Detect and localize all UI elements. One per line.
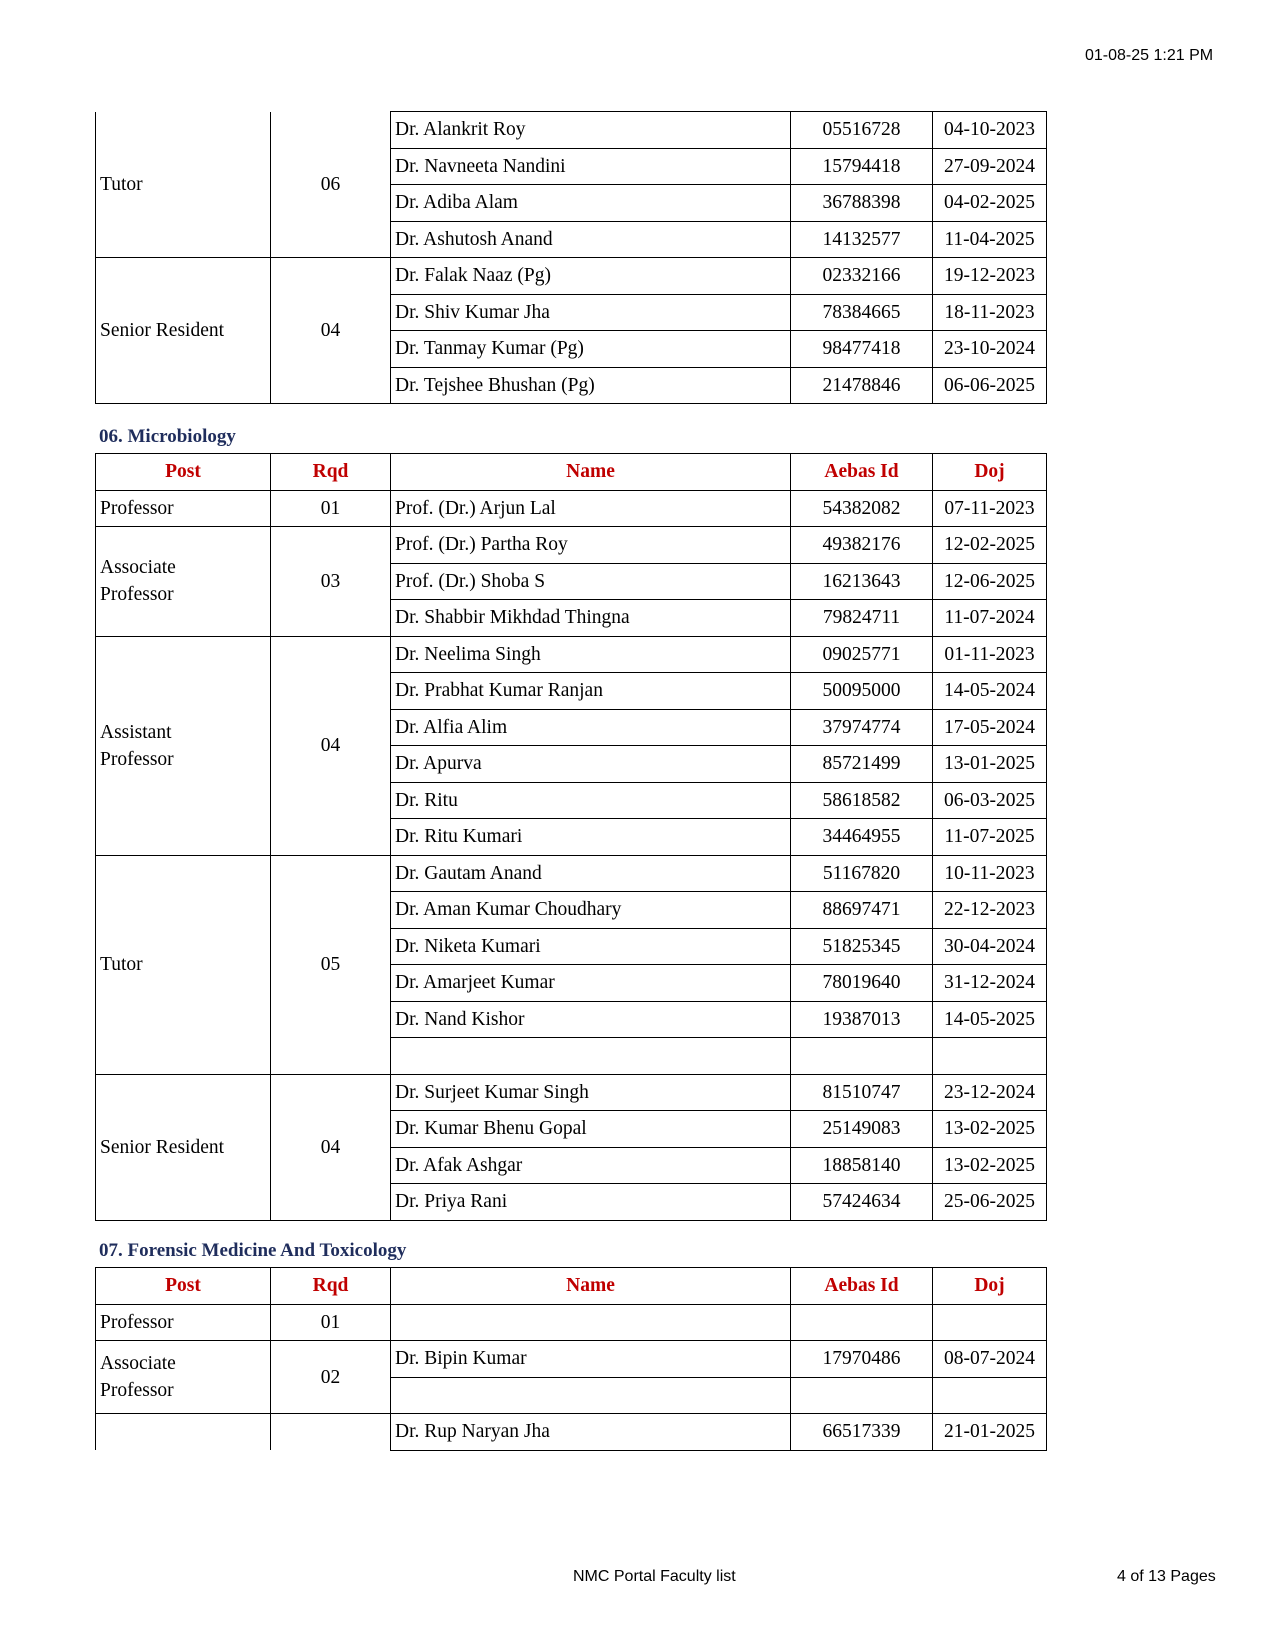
section-title-microbiology: 06. Microbiology [99, 426, 236, 447]
doj-cell: 30-04-2024 [933, 928, 1047, 965]
name-cell: Dr. Tejshee Bhushan (Pg) [391, 367, 791, 404]
aebas-id-cell: 66517339 [791, 1414, 933, 1451]
aebas-id-cell [791, 1038, 933, 1075]
post-cell: Associate Professor [96, 527, 271, 637]
faculty-table-continued [95, 111, 1047, 404]
table-row [96, 1304, 1047, 1341]
doj-cell: 19-12-2023 [933, 258, 1047, 295]
aebas-id-cell: 34464955 [791, 819, 933, 856]
aebas-id-cell: 14132577 [791, 221, 933, 258]
aebas-id-cell: 51825345 [791, 928, 933, 965]
doj-cell: 11-04-2025 [933, 221, 1047, 258]
name-cell: Dr. Adiba Alam [391, 185, 791, 222]
table-row [96, 1414, 1047, 1451]
section-title-forensic-medicine: 07. Forensic Medicine And Toxicology [99, 1240, 407, 1261]
name-cell: Dr. Falak Naaz (Pg) [391, 258, 791, 295]
doj-cell: 01-11-2023 [933, 636, 1047, 673]
doj-cell: 07-11-2023 [933, 490, 1047, 527]
doj-cell [933, 1304, 1047, 1341]
doj-cell: 25-06-2025 [933, 1184, 1047, 1221]
name-cell: Dr. Tanmay Kumar (Pg) [391, 331, 791, 368]
footer-page-number: 4 of 13 Pages [1117, 1568, 1216, 1585]
table-row [96, 855, 1047, 892]
doj-cell: 04-02-2025 [933, 185, 1047, 222]
name-cell: Dr. Shabbir Mikhdad Thingna [391, 600, 791, 637]
aebas-id-cell: 79824711 [791, 600, 933, 637]
name-cell: Dr. Amarjeet Kumar [391, 965, 791, 1002]
aebas-id-cell: 19387013 [791, 1001, 933, 1038]
doj-cell: 13-02-2025 [933, 1147, 1047, 1184]
name-cell: Dr. Prabhat Kumar Ranjan [391, 673, 791, 710]
aebas-id-cell [791, 1377, 933, 1414]
doj-cell [933, 1377, 1047, 1414]
aebas-id-cell: 51167820 [791, 855, 933, 892]
name-cell: Dr. Kumar Bhenu Gopal [391, 1111, 791, 1148]
column-header-name: Name [391, 1268, 791, 1305]
post-cell: Associate Professor [96, 1341, 271, 1414]
doj-cell: 12-06-2025 [933, 563, 1047, 600]
post-cell: Tutor [96, 112, 271, 258]
column-header-post: Post [96, 1268, 271, 1305]
rqd-cell: 01 [271, 490, 391, 527]
rqd-cell: 04 [271, 1074, 391, 1220]
column-header-rqd: Rqd [271, 454, 391, 491]
name-cell: Dr. Bipin Kumar [391, 1341, 791, 1378]
doj-cell: 14-05-2024 [933, 673, 1047, 710]
name-cell: Dr. Rup Naryan Jha [391, 1414, 791, 1451]
post-cell [96, 1414, 271, 1451]
column-header-post: Post [96, 454, 271, 491]
column-header-aebas-id: Aebas Id [791, 1268, 933, 1305]
name-cell: Dr. Ritu [391, 782, 791, 819]
aebas-id-cell: 18858140 [791, 1147, 933, 1184]
aebas-id-cell: 78384665 [791, 294, 933, 331]
name-cell: Dr. Niketa Kumari [391, 928, 791, 965]
name-cell: Prof. (Dr.) Partha Roy [391, 527, 791, 564]
doj-cell: 08-07-2024 [933, 1341, 1047, 1378]
doj-cell: 27-09-2024 [933, 148, 1047, 185]
doj-cell: 17-05-2024 [933, 709, 1047, 746]
aebas-id-cell: 58618582 [791, 782, 933, 819]
table-row [96, 1074, 1047, 1111]
aebas-id-cell: 85721499 [791, 746, 933, 783]
name-cell [391, 1304, 791, 1341]
rqd-cell: 05 [271, 855, 391, 1074]
aebas-id-cell: 50095000 [791, 673, 933, 710]
doj-cell: 31-12-2024 [933, 965, 1047, 1002]
aebas-id-cell: 05516728 [791, 112, 933, 149]
aebas-id-cell: 02332166 [791, 258, 933, 295]
table-row [96, 1341, 1047, 1378]
print-timestamp: 01-08-25 1:21 PM [1085, 47, 1214, 64]
doj-cell: 22-12-2023 [933, 892, 1047, 929]
name-cell: Dr. Priya Rani [391, 1184, 791, 1221]
aebas-id-cell: 25149083 [791, 1111, 933, 1148]
name-cell: Prof. (Dr.) Shoba S [391, 563, 791, 600]
post-cell: Senior Resident [96, 1074, 271, 1220]
aebas-id-cell: 54382082 [791, 490, 933, 527]
name-cell: Dr. Afak Ashgar [391, 1147, 791, 1184]
table-header-row [96, 454, 1047, 491]
aebas-id-cell: 36788398 [791, 185, 933, 222]
post-cell: Tutor [96, 855, 271, 1074]
doj-cell: 23-10-2024 [933, 331, 1047, 368]
rqd-cell: 03 [271, 527, 391, 637]
aebas-id-cell: 81510747 [791, 1074, 933, 1111]
doj-cell: 14-05-2025 [933, 1001, 1047, 1038]
name-cell: Dr. Ashutosh Anand [391, 221, 791, 258]
column-header-name: Name [391, 454, 791, 491]
name-cell: Dr. Ritu Kumari [391, 819, 791, 856]
post-cell: Assistant Professor [96, 636, 271, 855]
name-cell: Prof. (Dr.) Arjun Lal [391, 490, 791, 527]
table-row [96, 258, 1047, 295]
name-cell: Dr. Aman Kumar Choudhary [391, 892, 791, 929]
rqd-cell: 06 [271, 112, 391, 258]
aebas-id-cell: 57424634 [791, 1184, 933, 1221]
doj-cell: 13-01-2025 [933, 746, 1047, 783]
aebas-id-cell: 37974774 [791, 709, 933, 746]
doj-cell: 10-11-2023 [933, 855, 1047, 892]
name-cell: Dr. Nand Kishor [391, 1001, 791, 1038]
aebas-id-cell: 49382176 [791, 527, 933, 564]
rqd-cell: 04 [271, 636, 391, 855]
doj-cell: 21-01-2025 [933, 1414, 1047, 1451]
post-cell: Senior Resident [96, 258, 271, 404]
doj-cell: 06-06-2025 [933, 367, 1047, 404]
name-cell: Dr. Neelima Singh [391, 636, 791, 673]
table-row [96, 490, 1047, 527]
doj-cell [933, 1038, 1047, 1075]
rqd-cell: 02 [271, 1341, 391, 1414]
doj-cell: 18-11-2023 [933, 294, 1047, 331]
doj-cell: 04-10-2023 [933, 112, 1047, 149]
aebas-id-cell: 78019640 [791, 965, 933, 1002]
post-cell: Professor [96, 490, 271, 527]
aebas-id-cell: 17970486 [791, 1341, 933, 1378]
name-cell: Dr. Surjeet Kumar Singh [391, 1074, 791, 1111]
table-header-row [96, 1268, 1047, 1305]
table-row [96, 527, 1047, 564]
aebas-id-cell: 16213643 [791, 563, 933, 600]
name-cell: Dr. Shiv Kumar Jha [391, 294, 791, 331]
name-cell: Dr. Alankrit Roy [391, 112, 791, 149]
aebas-id-cell [791, 1304, 933, 1341]
faculty-table-forensic-medicine [95, 1267, 1047, 1451]
faculty-table-microbiology [95, 453, 1047, 1221]
table-row [96, 636, 1047, 673]
rqd-cell: 04 [271, 258, 391, 404]
column-header-doj: Doj [933, 454, 1047, 491]
column-header-rqd: Rqd [271, 1268, 391, 1305]
doj-cell: 12-02-2025 [933, 527, 1047, 564]
column-header-aebas-id: Aebas Id [791, 454, 933, 491]
name-cell [391, 1038, 791, 1075]
doj-cell: 13-02-2025 [933, 1111, 1047, 1148]
column-header-doj: Doj [933, 1268, 1047, 1305]
doj-cell: 06-03-2025 [933, 782, 1047, 819]
name-cell [391, 1377, 791, 1414]
name-cell: Dr. Alfia Alim [391, 709, 791, 746]
doj-cell: 11-07-2025 [933, 819, 1047, 856]
name-cell: Dr. Apurva [391, 746, 791, 783]
aebas-id-cell: 15794418 [791, 148, 933, 185]
doj-cell: 23-12-2024 [933, 1074, 1047, 1111]
doj-cell: 11-07-2024 [933, 600, 1047, 637]
rqd-cell: 01 [271, 1304, 391, 1341]
aebas-id-cell: 09025771 [791, 636, 933, 673]
name-cell: Dr. Gautam Anand [391, 855, 791, 892]
name-cell: Dr. Navneeta Nandini [391, 148, 791, 185]
post-cell: Professor [96, 1304, 271, 1341]
footer-title: NMC Portal Faculty list [573, 1568, 736, 1585]
aebas-id-cell: 98477418 [791, 331, 933, 368]
aebas-id-cell: 21478846 [791, 367, 933, 404]
aebas-id-cell: 88697471 [791, 892, 933, 929]
rqd-cell [271, 1414, 391, 1451]
table-row [96, 112, 1047, 149]
